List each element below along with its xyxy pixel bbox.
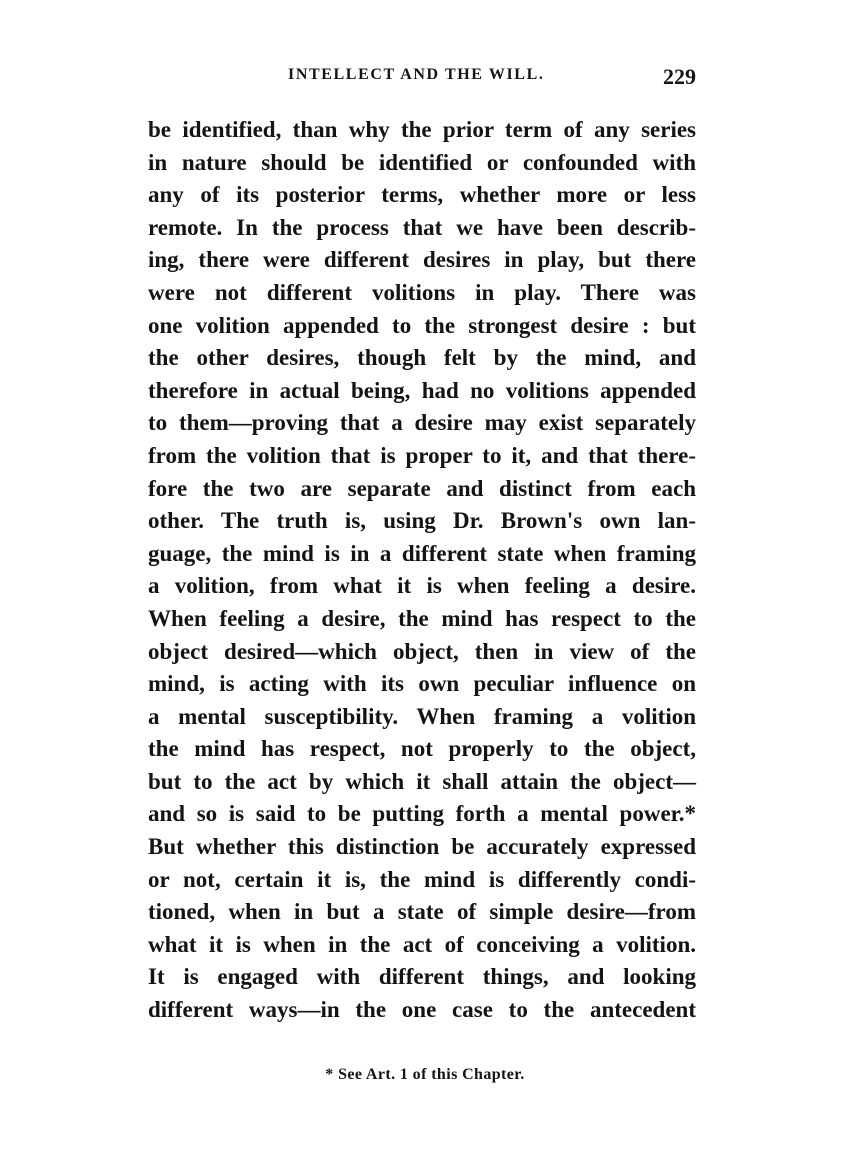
text-line: what it is when in the act of conceiving a volition.: [148, 931, 696, 957]
text-line: therefore in actual being, had no volitions appended: [148, 377, 696, 403]
text-line: But whether this distinction be accurately expressed: [148, 834, 696, 860]
text-line: the other desires, though felt by the mind, and: [148, 345, 696, 371]
text-line: one volition appended to the strongest desire : but: [148, 312, 696, 338]
text-line: It is engaged with different things, and looking: [148, 964, 696, 990]
text-line: in nature should be identified or confounded with: [148, 149, 696, 175]
text-line: guage, the mind is in a different state when framing: [148, 540, 696, 566]
text-line: the mind has respect, not properly to the object,: [148, 736, 696, 762]
text-line: but to the act by which it shall attain the object—: [148, 768, 696, 794]
text-line: When feeling a desire, the mind has respect to the: [148, 605, 696, 631]
text-line: any of its posterior terms, whether more or less: [148, 182, 696, 208]
page-number: 229: [663, 64, 696, 89]
text-line: other. The truth is, using Dr. Brown's own lan-: [148, 508, 696, 534]
text-line: fore the two are separate and distinct from each: [148, 475, 696, 501]
text-line: mind, is acting with its own peculiar influence on: [148, 671, 696, 697]
text-line: tioned, when in but a state of simple desire—from: [148, 899, 696, 925]
text-line: to them—proving that a desire may exist separately: [148, 410, 696, 436]
body-text: [148, 114, 696, 1027]
running-title: INTELLECT AND THE WILL.: [288, 66, 545, 83]
text-line: from the volition that is proper to it, and that there-: [148, 442, 696, 468]
text-line: remote. In the process that we have been describ-: [148, 214, 696, 240]
text-line: different ways—in the one case to the antecedent: [148, 997, 696, 1023]
text-line: a mental susceptibility. When framing a volition: [148, 703, 696, 729]
text-line: were not different volitions in play. There was: [148, 279, 696, 305]
text-line: a volition, from what it is when feeling a desire.: [148, 573, 696, 599]
text-line: or not, certain it is, the mind is differently condi-: [148, 866, 696, 892]
footnote: * See Art. 1 of this Chapter.: [325, 1066, 525, 1083]
text-line: object desired—which object, then in view of the: [148, 638, 696, 664]
running-head: [148, 64, 708, 94]
text-line: be identified, than why the prior term of any series: [148, 117, 696, 142]
text-line: ing, there were different desires in play, but there: [148, 247, 696, 273]
text-line: and so is said to be putting forth a mental power.*: [148, 801, 696, 827]
